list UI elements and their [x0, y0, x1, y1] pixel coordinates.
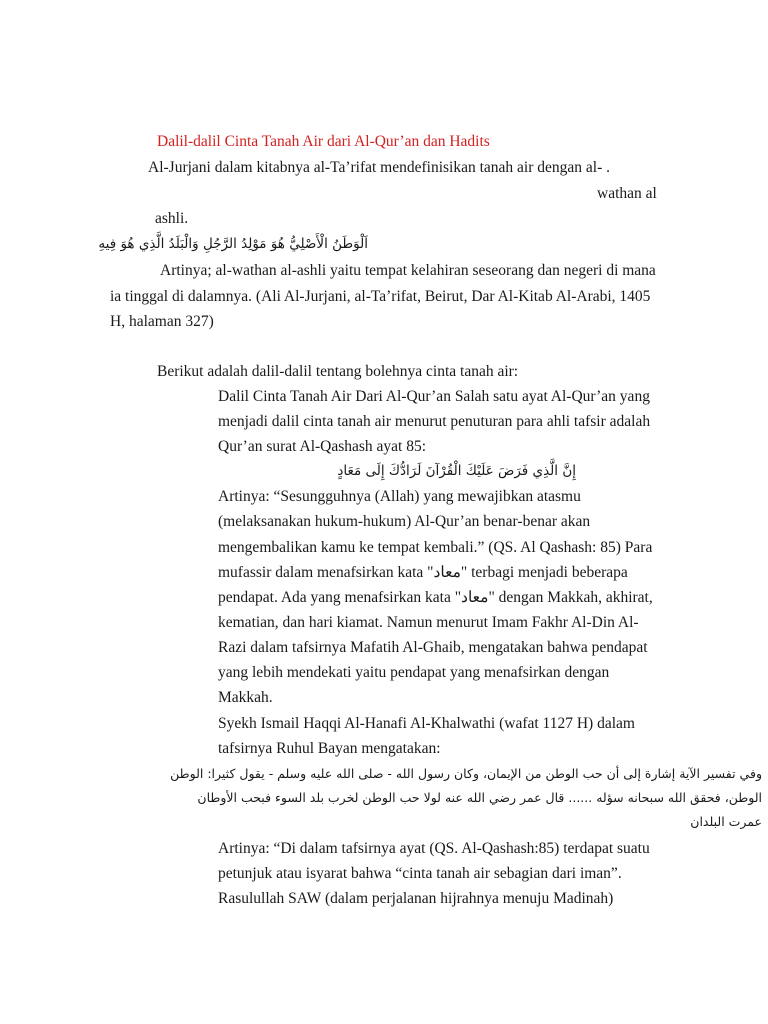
text-line: Qur’an surat Al-Qashash ayat 85: — [218, 438, 427, 455]
text-line: Rasulullah SAW (dalam perjalanan hijrahnya menuju Madinah) — [218, 890, 614, 907]
text-line: Artinya; al-wathan al-ashli yaitu tempat kelahiran seseorang dan negeri di mana — [160, 262, 656, 279]
text-line: tafsirnya Ruhul Bayan mengatakan: — [218, 740, 441, 757]
arabic-text-line: الوطن، فحقق الله سبحانه سؤله ...... قال عمر رضي الله عنه لولا حب الوطن لخرب بلد السوء فبحب الأوطان — [197, 790, 762, 805]
text-line: mengembalikan kamu ke tempat kembali.” (QS. Al Qashash: 85) Para — [218, 539, 653, 556]
arabic-text-line: وفي تفسير الآية إشارة إلى أن حب الوطن من الإيمان، وكان رسول الله - صلى الله عليه وسلم - يقول كثيرا: الوطن — [170, 766, 762, 781]
text-line: Berikut adalah dalil-dalil tentang bolehnya cinta tanah air: — [157, 363, 519, 380]
text-line: mufassir dalam menafsirkan kata "معاد" terbagi menjadi beberapa — [218, 564, 628, 581]
text-line: pendapat. Ada yang menafsirkan kata "معاد" dengan Makkah, akhirat, — [218, 589, 653, 606]
document-title: Dalil-dalil Cinta Tanah Air dari Al-Qur’an dan Hadits — [157, 133, 490, 150]
text-line: Dalil Cinta Tanah Air Dari Al-Qur’an Salah satu ayat Al-Qur’an yang — [218, 388, 650, 405]
arabic-text-line: عمرت البلدان — [690, 814, 762, 829]
text-line: menjadi dalil cinta tanah air menurut penuturan para ahli tafsir adalah — [218, 413, 651, 430]
text-line: Razi dalam tafsirnya Mafatih Al-Ghaib, mengatakan bahwa pendapat — [218, 639, 648, 656]
text-line: ia tinggal di dalamnya. (Ali Al-Jurjani, al-Ta’rifat, Beirut, Dar Al-Kitab Al-Arabi, 1405 — [110, 288, 651, 305]
text-line: ashli. — [155, 210, 189, 227]
text-line: Al-Jurjani dalam kitabnya al-Ta’rifat mendefinisikan tanah air dengan al- . — [148, 159, 611, 176]
text-line: H, halaman 327) — [110, 313, 214, 330]
text-line: Syekh Ismail Haqqi Al-Hanafi Al-Khalwathi (wafat 1127 H) dalam — [218, 715, 635, 732]
text-line: Artinya: “Sesungguhnya (Allah) yang mewajibkan atasmu — [218, 488, 581, 505]
arabic-text-line: اَلْوَطَنُ الْأَصْلِيُّ هُوَ مَوْلِدُ الرَّجُلِ وَالْبَلَدُ الَّذِي هُوَ فِيهِ — [98, 236, 368, 252]
arabic-text-line: إِنَّ الَّذِي فَرَضَ عَلَيْكَ الْقُرْآنَ لَرَادُّكَ إِلَى مَعَادٍ — [337, 463, 576, 479]
text-line: Makkah. — [218, 689, 273, 706]
text-line: yang lebih mendekati yaitu pendapat yang menafsirkan dengan — [218, 664, 610, 681]
text-line: petunjuk atau isyarat bahwa “cinta tanah air sebagian dari iman”. — [218, 865, 622, 882]
text-line: wathan al — [597, 185, 657, 202]
text-line: kematian, dan hari kiamat. Namun menurut Imam Fakhr Al-Din Al- — [218, 614, 639, 631]
text-line: (melaksanakan hukum-hukum) Al-Qur’an benar-benar akan — [218, 513, 591, 530]
text-line: Artinya: “Di dalam tafsirnya ayat (QS. Al-Qashash:85) terdapat suatu — [218, 840, 650, 857]
